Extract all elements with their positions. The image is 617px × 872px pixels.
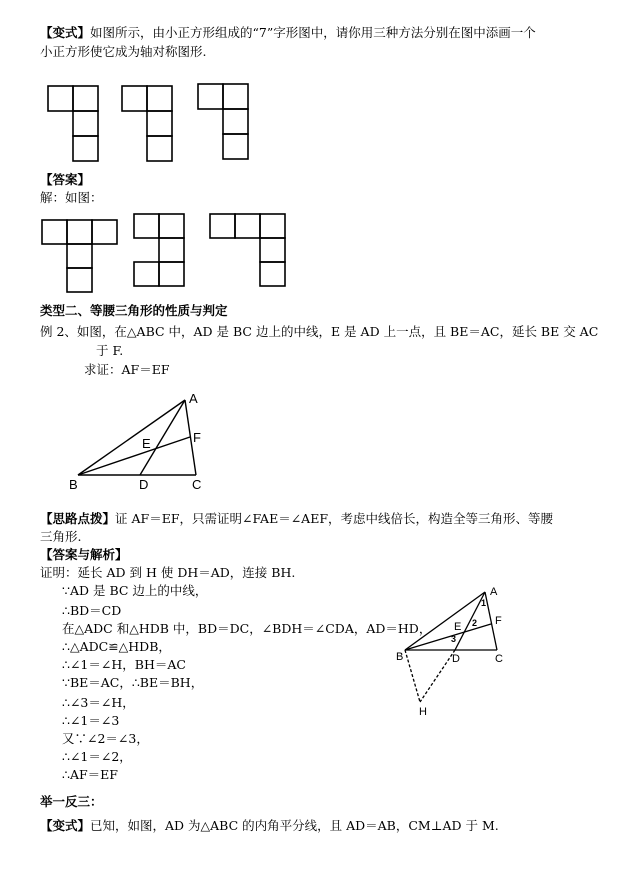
answer-shape-3 bbox=[210, 214, 285, 286]
proof-line: 在△ADC 和△HDB 中，BD＝DC，∠BDH＝∠CDA，AD＝HD， bbox=[62, 621, 432, 636]
angle-label-1: 1 bbox=[481, 598, 487, 608]
variant-paragraph-line2: 小正方形使它成为轴对称图形. bbox=[40, 44, 207, 59]
hint-tag: 【思路点拨】 bbox=[40, 511, 116, 526]
triangle-figure-2 bbox=[395, 582, 520, 722]
hint-line2: 三角形. bbox=[40, 529, 82, 544]
segment-DH bbox=[420, 650, 455, 702]
label-B: B bbox=[396, 651, 404, 663]
answer-figures bbox=[40, 210, 290, 292]
example2-line1: 例 2、如图，在△ABC 中，AD 是 BC 边上的中线，E 是 AD 上一点，且 BE＝AC，延长 BE 交 AC bbox=[40, 324, 599, 339]
proof-line: ∵BE＝AC，∴BE＝BH， bbox=[62, 675, 204, 690]
label-E: E bbox=[454, 621, 462, 633]
variant-text: 如图所示，由小正方形组成的“7”字形图中，请你用三种方法分别在图中添画一个 bbox=[90, 25, 536, 40]
practice-heading: 举一反三： bbox=[40, 794, 103, 809]
label-D: D bbox=[139, 477, 149, 492]
triangle-figure-1 bbox=[65, 385, 235, 495]
angle-label-3: 3 bbox=[451, 634, 457, 644]
variant-paragraph-line1 bbox=[40, 25, 536, 41]
proof-line: ∴AF＝EF bbox=[62, 767, 118, 782]
label-C: C bbox=[192, 477, 202, 492]
label-H: H bbox=[419, 706, 427, 718]
proof-line: ∵AD 是 BC 边上的中线， bbox=[62, 583, 208, 598]
label-A: A bbox=[490, 586, 498, 598]
proof-line: ∴∠1＝∠2， bbox=[62, 749, 132, 764]
variant2-line bbox=[40, 818, 499, 834]
line-BF bbox=[78, 437, 190, 475]
hint-text: 证 AF＝EF，只需证明∠FAE＝∠AEF，考虑中线倍长，构造全等三角形、等腰 bbox=[115, 511, 553, 526]
label-B: B bbox=[69, 477, 78, 492]
label-F: F bbox=[495, 615, 502, 627]
side-AB bbox=[78, 400, 185, 475]
variant2-text: 已知，如图，AD 为△ABC 的内角平分线，且 AD＝AB，CM⊥AD 于 M. bbox=[90, 818, 499, 833]
label-A: A bbox=[189, 391, 198, 406]
angle-label-2: 2 bbox=[472, 618, 478, 628]
proof-line: ∴∠1＝∠3 bbox=[62, 713, 120, 728]
example2-prove: 求证：AF＝EF bbox=[84, 362, 170, 377]
answer-shape-1 bbox=[42, 220, 117, 292]
segment-BH bbox=[405, 650, 420, 702]
solution-text: 解：如图： bbox=[40, 190, 103, 205]
seven-shapes-figure bbox=[40, 80, 255, 166]
proof-line: ∴△ADC≌△HDB， bbox=[62, 639, 171, 654]
answer-shape-2 bbox=[134, 214, 184, 286]
label-F: F bbox=[193, 430, 201, 445]
section-heading-type2: 类型二、等腰三角形的性质与判定 bbox=[40, 303, 228, 318]
hint-line1 bbox=[40, 511, 553, 527]
analysis-tag: 【答案与解析】 bbox=[40, 547, 128, 562]
proof-line: ∴∠3＝∠H， bbox=[62, 695, 135, 710]
label-E: E bbox=[142, 436, 151, 451]
label-C: C bbox=[495, 653, 503, 665]
variant-tag: 【变式】 bbox=[40, 25, 91, 40]
proof-line: ∴BD＝CD bbox=[62, 603, 122, 618]
label-D: D bbox=[452, 653, 460, 665]
answer-tag: 【答案】 bbox=[40, 172, 91, 187]
variant2-tag: 【变式】 bbox=[40, 818, 91, 833]
proof-line: ∴∠1＝∠H，BH＝AC bbox=[62, 657, 186, 672]
proof-line: 证明：延长 AD 到 H 使 DH＝AD，连接 BH. bbox=[40, 565, 296, 580]
example2-line2: 于 F. bbox=[96, 343, 124, 358]
line-BF bbox=[405, 624, 491, 650]
proof-line: 又∵∠2＝∠3， bbox=[62, 731, 149, 746]
